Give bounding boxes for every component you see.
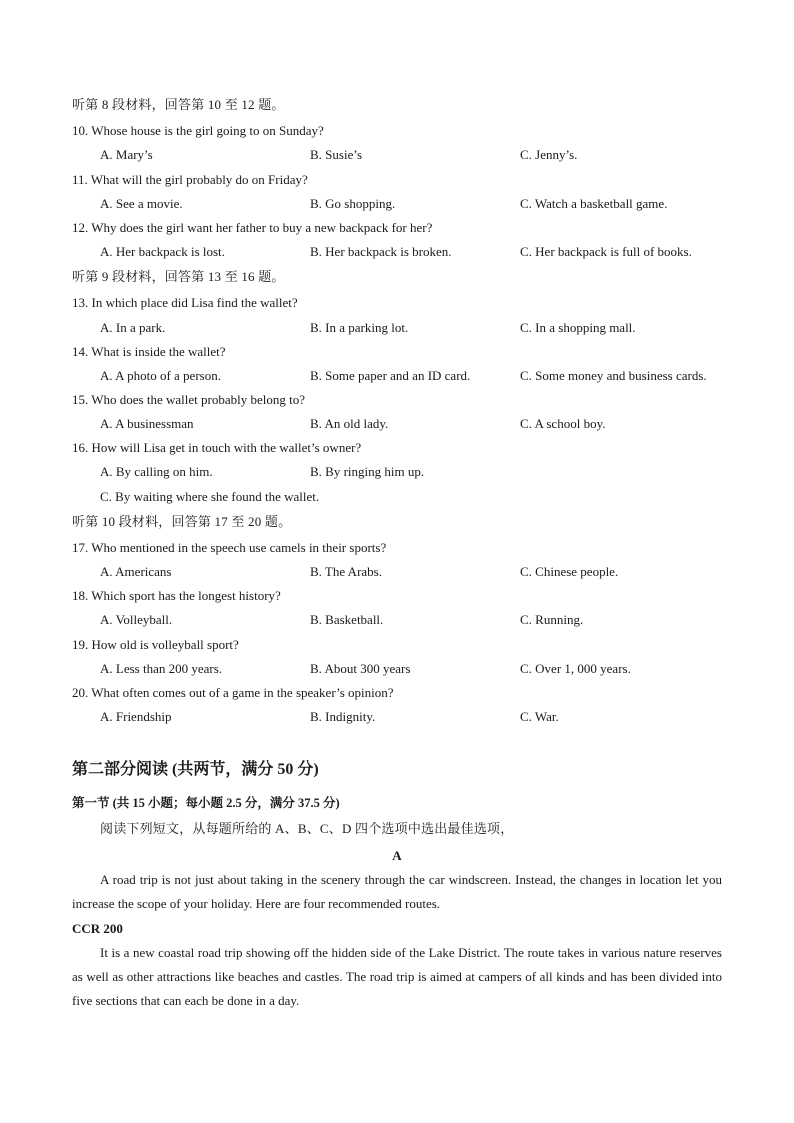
question-20: 20. What often comes out of a game in the speaker’s opinion? xyxy=(72,685,394,700)
option-19c: C. Over 1, 000 years. xyxy=(520,661,631,676)
option-14b: B. Some paper and an ID card. xyxy=(310,368,471,383)
question-10: 10. Whose house is the girl going to on Sunday? xyxy=(72,123,324,138)
option-14a: A. A photo of a person. xyxy=(100,368,221,383)
section-heading-10: 听第 10 段材料，回答第 17 至 20 题。 xyxy=(72,514,292,529)
option-18a: A. Volleyball. xyxy=(100,612,173,627)
option-16b: B. By ringing him up. xyxy=(310,464,425,479)
option-13c: C. In a shopping mall. xyxy=(520,320,636,335)
part-two-title: 第二部分阅读 (共两节，满分 50 分) xyxy=(72,761,319,778)
option-19a: A. Less than 200 years. xyxy=(100,661,223,676)
question-19: 19. How old is volleyball sport? xyxy=(72,637,239,652)
option-16c: C. By waiting where she found the wallet. xyxy=(100,489,320,504)
option-17a: A. Americans xyxy=(100,564,172,579)
option-12a: A. Her backpack is lost. xyxy=(100,244,225,259)
question-15: 15. Who does the wallet probably belong to? xyxy=(72,392,305,407)
option-19b: B. About 300 years xyxy=(310,661,411,676)
question-17: 17. Who mentioned in the speech use camels in their sports? xyxy=(72,540,387,555)
question-14: 14. What is inside the wallet? xyxy=(72,344,226,359)
option-16a: A. By calling on him. xyxy=(100,464,213,479)
option-10c: C. Jenny’s. xyxy=(520,147,578,162)
option-20c: C. War. xyxy=(520,709,559,724)
section-heading-9: 听第 9 段材料，回答第 13 至 16 题。 xyxy=(72,269,285,284)
route-title: CCR 200 xyxy=(72,921,123,936)
option-20a: A. Friendship xyxy=(100,709,172,724)
option-15b: B. An old lady. xyxy=(310,416,389,431)
option-10b: B. Susie’s xyxy=(310,147,363,162)
route-description: It is a new coastal road trip showing off the hidden side of the Lake District. The route takes in various nature reserves as well as other attractions like beaches and castles. The road trip is aimed at campers of all kinds and has been divided into five sections that can each be done in a day. xyxy=(72,945,722,1008)
question-12: 12. Why does the girl want her father to buy a new backpack for her? xyxy=(72,220,433,235)
passage-label: A xyxy=(392,848,402,863)
option-11b: B. Go shopping. xyxy=(310,196,396,211)
option-11c: C. Watch a basketball game. xyxy=(520,196,668,211)
section-one-title: 第一节 (共 15 小题；每小题 2.5 分，满分 37.5 分) xyxy=(72,796,340,810)
passage-intro: A road trip is not just about taking in the scenery through the car windscreen. Instead, the changes in location let you increase the scope of your holiday. Here are four recommended routes. xyxy=(72,872,722,911)
option-10a: A. Mary’s xyxy=(100,147,153,162)
section-heading-8: 听第 8 段材料，回答第 10 至 12 题。 xyxy=(72,97,285,112)
option-12b: B. Her backpack is broken. xyxy=(310,244,452,259)
option-17c: C. Chinese people. xyxy=(520,564,619,579)
reading-instruction: 阅读下列短文，从每题所给的 A、B、C、D 四个选项中选出最佳选项， xyxy=(100,821,514,836)
option-15c: C. A school boy. xyxy=(520,416,606,431)
option-11a: A. See a movie. xyxy=(100,196,183,211)
question-13: 13. In which place did Lisa find the wallet? xyxy=(72,295,298,310)
option-17b: B. The Arabs. xyxy=(310,564,382,579)
question-18: 18. Which sport has the longest history? xyxy=(72,588,281,603)
option-13b: B. In a parking lot. xyxy=(310,320,409,335)
option-18b: B. Basketball. xyxy=(310,612,384,627)
question-11: 11. What will the girl probably do on Friday? xyxy=(72,172,308,187)
option-14c: C. Some money and business cards. xyxy=(520,368,707,383)
option-20b: B. Indignity. xyxy=(310,709,376,724)
option-12c: C. Her backpack is full of books. xyxy=(520,244,692,259)
option-13a: A. In a park. xyxy=(100,320,166,335)
question-16: 16. How will Lisa get in touch with the wallet’s owner? xyxy=(72,440,362,455)
option-15a: A. A businessman xyxy=(100,416,194,431)
option-18c: C. Running. xyxy=(520,612,584,627)
